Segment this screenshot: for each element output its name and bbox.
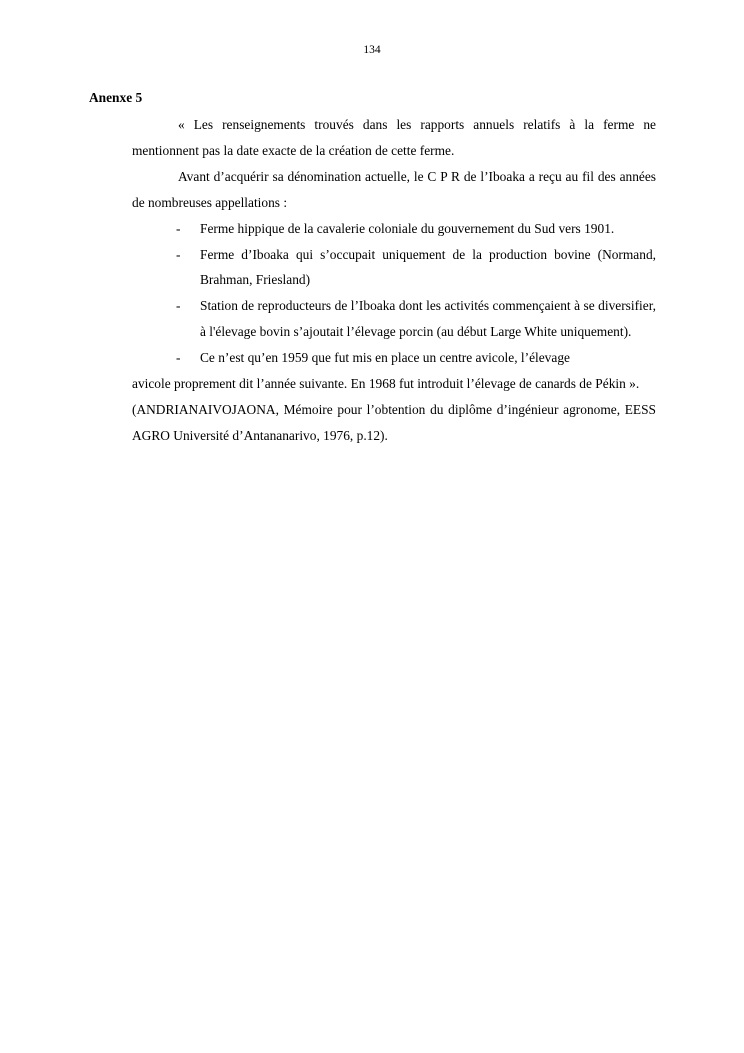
paragraph-appellations: Avant d’acquérir sa dénomination actuelle, le C P R de l’Iboaka a reçu au fil des années de nombreuses appellations : [132,168,656,210]
list-item-text: Ferme hippique de la cavalerie coloniale du gouvernement du Sud vers 1901. [200,220,615,236]
page-number: 134 [363,44,381,56]
list-item [132,216,656,242]
annex-heading: Anenxe 5 [89,90,143,105]
list-bullet: - [176,298,181,314]
citation: (ANDRIANAIVOJAONA, Mémoire pour l’obtention du diplôme d’ingénieur agronome, EESS AGRO Université d’Antananarivo, 1976, p.12). [132,401,656,443]
list-bullet: - [176,220,181,236]
list-item-text: Station de reproducteurs de l’Iboaka dont les activités commençaient à se diversifier, à l'élevage bovin s’ajoutait l’élevage porcin (au début Large White uniquement). [200,298,656,340]
appellations-list [132,216,656,371]
list-item-text: Ferme d’Iboaka qui s’occupait uniquement de la production bovine (Normand, Brahman, Friesland) [200,246,656,288]
paragraph-intro: « Les renseignements trouvés dans les rapports annuels relatifs à la ferme ne mentionnent pas la date exacte de la création de cette ferme. [132,117,656,158]
list-item [132,345,656,371]
list-bullet: - [176,350,181,366]
list-item [132,293,656,345]
list-item [132,242,656,294]
document-body [132,112,656,449]
list-item-text: Ce n’est qu’en 1959 que fut mis en place un centre avicole, l’élevage [200,350,570,366]
list-bullet: - [176,246,181,262]
paragraph-continuation: avicole proprement dit l’année suivante. En 1968 fut introduit l’élevage de canards de Pékin ». [132,376,640,392]
